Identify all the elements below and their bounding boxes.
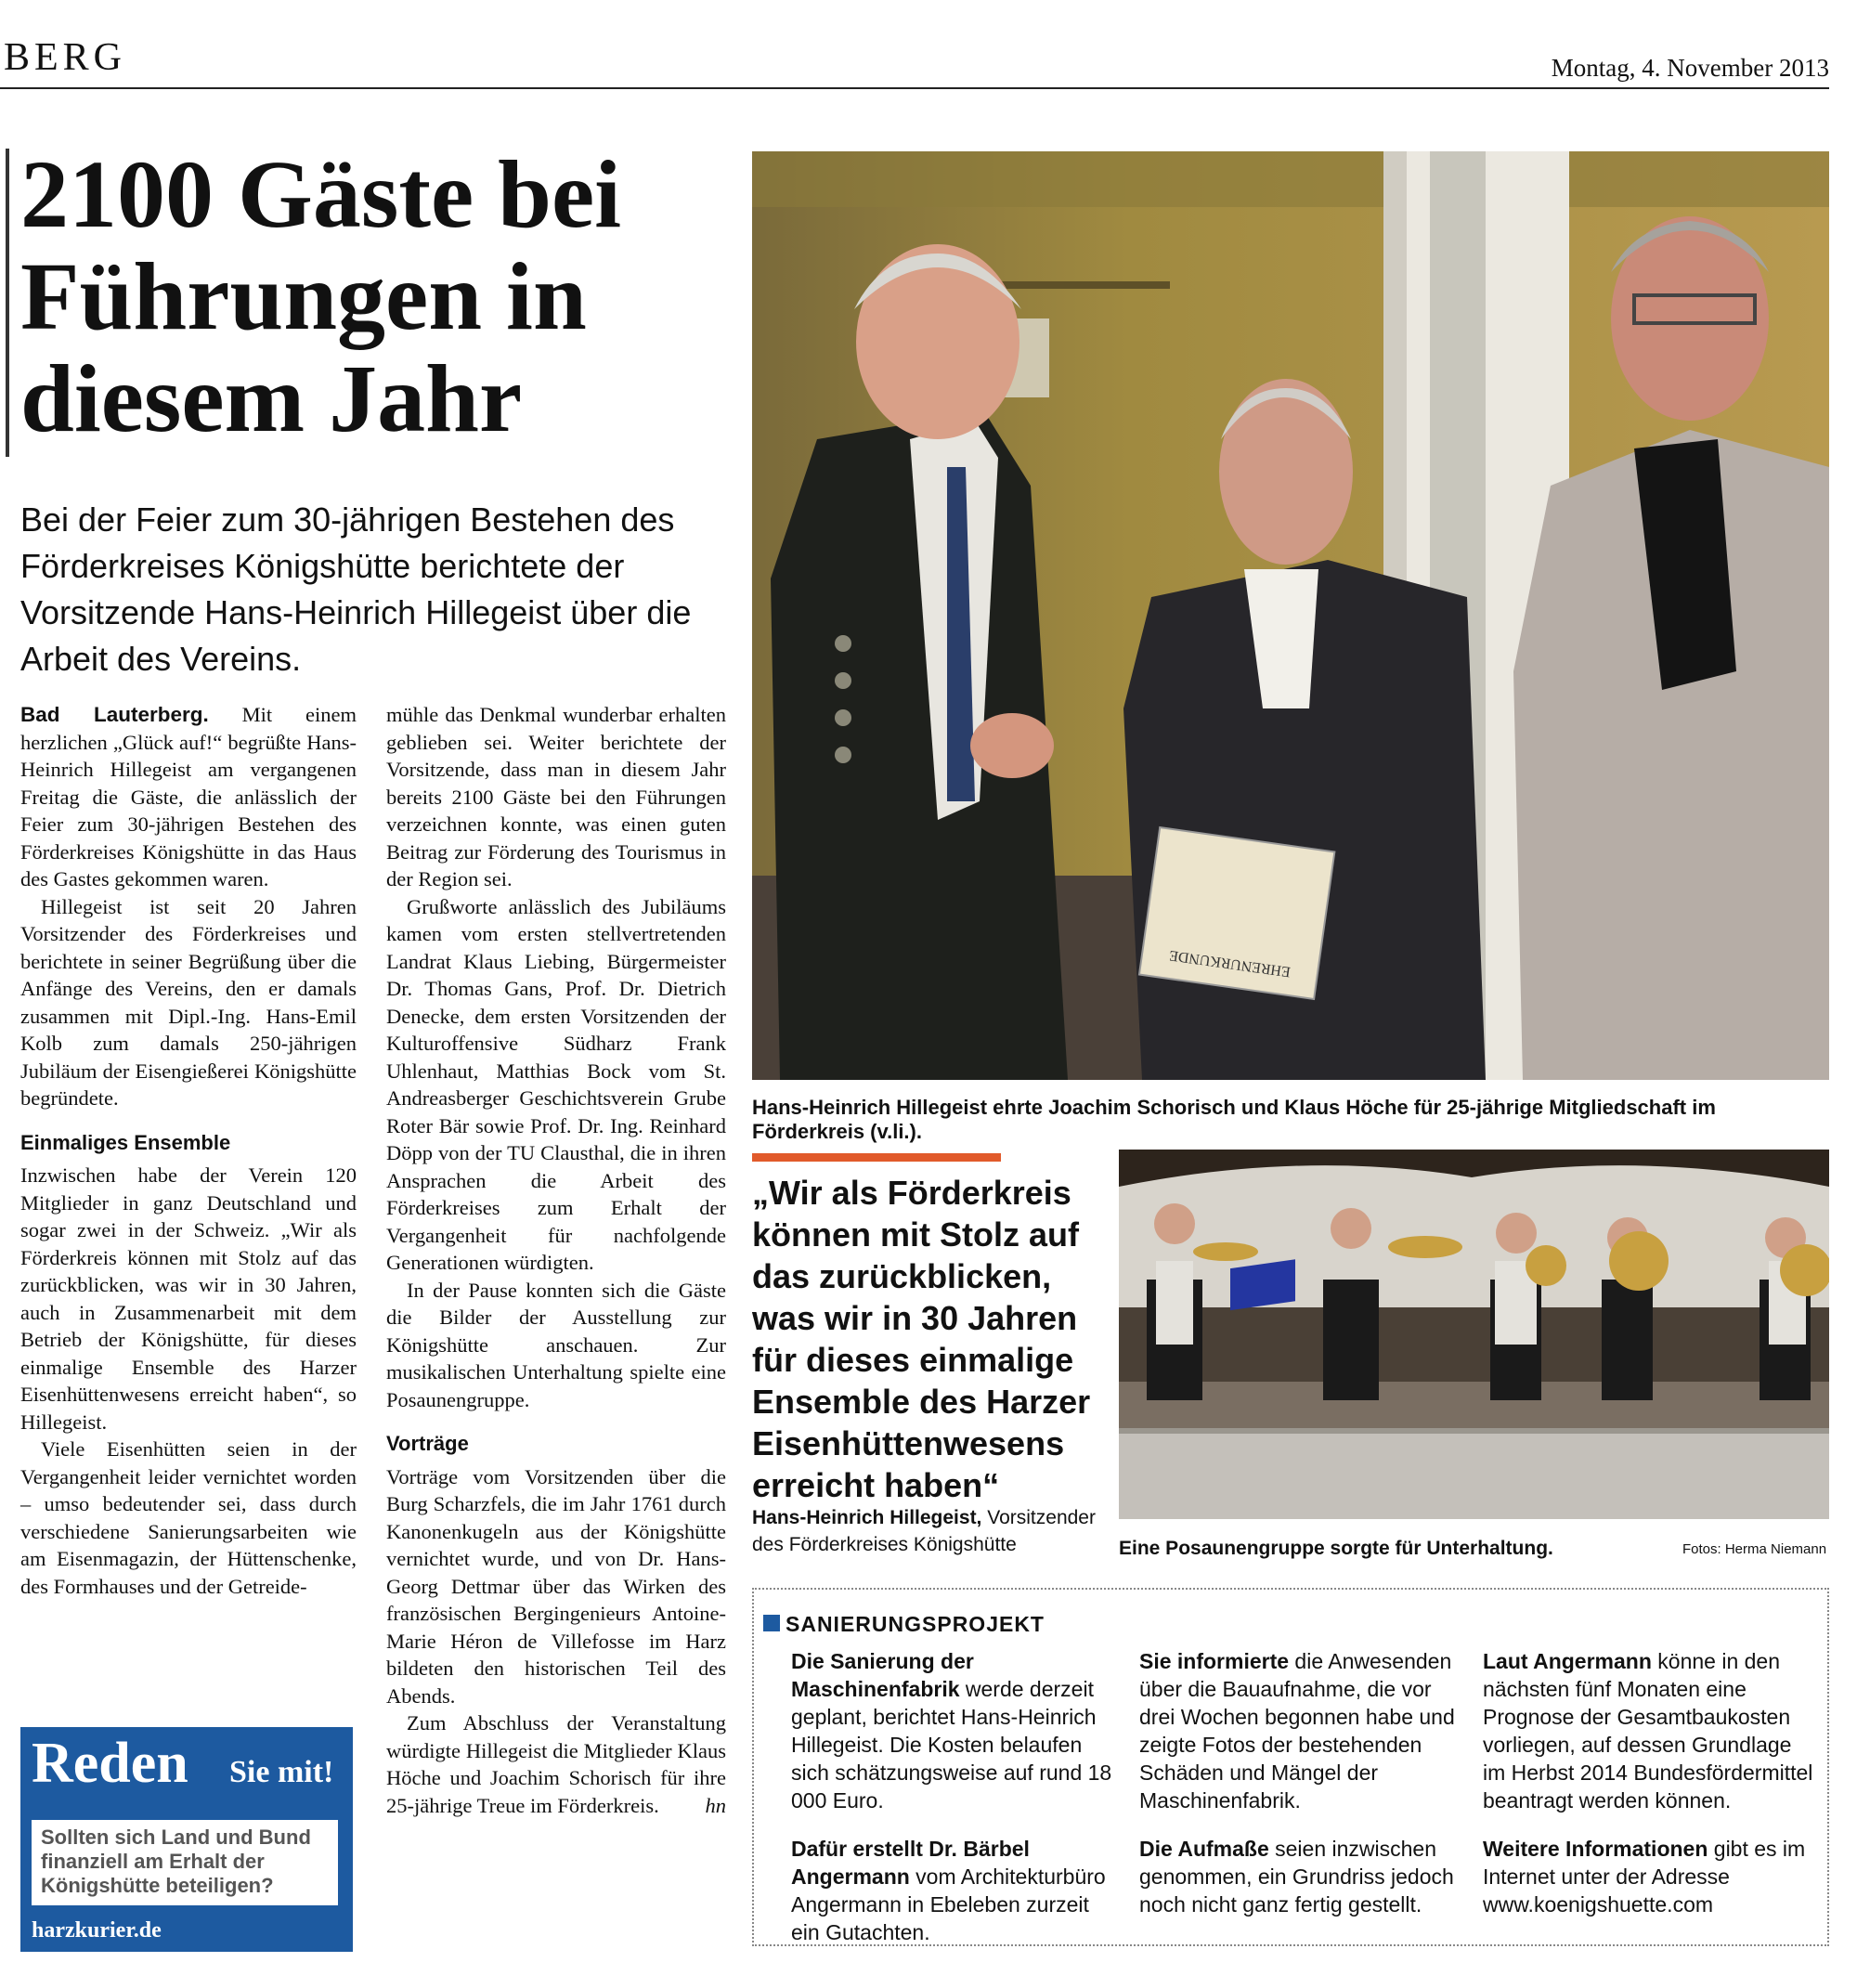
reden-sie-mit-box[interactable] xyxy=(20,1727,353,1952)
section-title: BERG xyxy=(4,36,127,79)
photo-honorees-illustration xyxy=(752,151,1829,1080)
issue-date: Montag, 4. November 2013 xyxy=(1551,54,1829,82)
sanierungsprojekt-box xyxy=(752,1588,1829,1946)
subheadline: Bei der Feier zum 30-jährigen Bestehen des Förderkreises Königshütte berichtete der Vorsitzende Hans-Heinrich Hillegeist über die Arbeit des Vereins. xyxy=(20,500,692,678)
article-paragraph: Inzwischen habe der Verein 120 Mitglieder in ganz Deutschland und sogar zwei in der Schweiz. „Wir als Förderkreis können mit Stolz auf das zurückblicken, was wir in 30 Jahren, auch in Zusammenarbeit mit dem Betrieb der Königshütte, für dieses einmalige Ensemble des Harzer Eisenhüttenwesens erreicht haben“, so Hillegeist. xyxy=(20,1163,357,1434)
box-paragraph xyxy=(1483,1835,1817,1918)
article-paragraph: Viele Eisenhütten seien in der Vergangenheit leider vernichtet worden – umso bedeutender sei, dass durch verschiedene Sanierungsarbeiten wie am Eisenmagazin, der Hüttenschenke, des Formhauses und der Getreide- xyxy=(20,1437,357,1598)
box-paragraph xyxy=(791,1835,1116,1946)
author-initials: hn xyxy=(705,1793,726,1817)
article-column-2 xyxy=(386,701,726,1819)
box-lead: Sie informierte xyxy=(1139,1649,1290,1673)
reden-link[interactable]: harzkurier.de xyxy=(32,1918,162,1943)
certificate-label: EHRENURKUNDE xyxy=(1168,946,1292,981)
article-subhead: Einmaliges Ensemble xyxy=(20,1130,231,1154)
box-paragraph xyxy=(1139,1647,1464,1814)
reden-subtitle: Sie mit! xyxy=(229,1755,334,1789)
box-title: SANIERUNGSPROJEKT xyxy=(786,1612,1045,1636)
box-text: seien inzwischen genommen, ein Grundriss jedoch noch nicht ganz fertig gestellt. xyxy=(1139,1837,1454,1917)
photo2-caption: Eine Posaunengruppe sorgte für Unterhaltung. xyxy=(1119,1538,1553,1559)
article-paragraph xyxy=(20,701,357,893)
box-paragraph xyxy=(1483,1647,1817,1814)
dateline: Bad Lauterberg. xyxy=(20,703,209,726)
quote-role: Vorsitzender des Förderkreises Königshütte xyxy=(752,1507,1096,1555)
article-paragraph: mühle das Denkmal wunderbar erhalten geblieben sei. Weiter berichtete der Vorsitzende, dass man in diesem Jahr bereits 2100 Gäste bei den Führungen verzeichnen konnte, was einen guten Beitrag zur Förderung des Tourismus in der Region sei. xyxy=(386,703,726,890)
quote-source xyxy=(752,1504,1096,1558)
box-text[interactable]: gibt es im Internet unter der Adresse www.koenigshuette.com xyxy=(1483,1837,1806,1917)
box-lead: Laut Angermann xyxy=(1483,1649,1652,1673)
article-column-1 xyxy=(20,701,357,1600)
article-paragraph: Grußworte anlässlich des Jubiläums kamen vom ersten stellvertretenden Landrat Klaus Liebing, Bürgermeister Dr. Thomas Gans, Prof. Dr. Dietrich Denecke, dem ersten Vorsitzenden der Kulturoffensive Südharz Frank Uhlenhaut, Matthias Bock vom St. Andreasberger Geschichtsverein Grube Roter Bär sowie Prof. Dr. Ing. Reinhard Döpp von der TU Clausthal, die in ihren Ansprachen die Arbeit des Förderkreises zum Erhalt der Vergangenheit für nachfolgende Generationen würdigten. xyxy=(386,894,726,1274)
quote-accent-bar xyxy=(752,1153,1001,1162)
reden-question: Sollten sich Land und Bund finanziell am Erhalt der Königshütte beteiligen? xyxy=(32,1820,338,1905)
box-column-1 xyxy=(791,1647,1116,1967)
box-column-3 xyxy=(1483,1647,1817,1939)
pull-quote: „Wir als Förderkreis können mit Stolz auf das zurückblicken, was wir in 30 Jahren für dieses einmalige Ensemble des Harzer Eisenhüttenwesens erreicht haben“ xyxy=(752,1174,1091,1504)
photo-credit: Fotos: Herma Niemann xyxy=(1682,1541,1827,1557)
headline: 2100 Gäste bei Führungen in diesem Jahr xyxy=(20,141,622,452)
box-text: die Anwesenden über die Bauaufnahme, die vor drei Wochen begonnen habe und zeigte Fotos der bestehenden Schäden und Mängel der Maschinenfabrik. xyxy=(1139,1649,1455,1813)
headline-bar xyxy=(6,149,9,457)
article-paragraph: In der Pause konnten sich die Gäste die Bilder der Ausstellung zur Königshütte anschauen. Zur musikalischen Unterhaltung spielte eine Posaunengruppe. xyxy=(386,1278,726,1411)
article-subhead: Vorträge xyxy=(386,1432,469,1455)
article-paragraph: Vorträge vom Vorsitzenden über die Burg Scharzfels, die im Jahr 1761 durch Kanonenkugeln aus der Königshütte vernichtet wurde, und von Dr. Hans-Georg Dettmar über das Wirken des französischen Bergingenieurs Antoine-Marie Héron de Villefosse im Harz bildeten den historischen Teil des Abends. xyxy=(386,1464,726,1708)
article-paragraph xyxy=(386,1709,726,1819)
box-paragraph xyxy=(1139,1835,1464,1918)
paragraph-text: Zum Abschluss der Veranstaltung würdigte Hillegeist die Mitglieder Klaus Höche und Joachim Schorisch für ihre 25-jährige Treue im Förderkreis. xyxy=(386,1711,726,1817)
box-lead: Weitere Informationen xyxy=(1483,1837,1708,1861)
paragraph-text: Mit einem herzlichen „Glück auf!“ begrüßte Hans-Heinrich Hillegeist am vergangenen Freitag die Gäste, die anlässlich der Feier zum 30-jährigen Bestehen des Förderkreises Königshütte in das Haus des Gastes gekommen waren. xyxy=(20,703,357,890)
box-text: vom Architekturbüro Angermann in Ebeleben zurzeit ein Gutachten. xyxy=(791,1865,1106,1944)
box-text: könne in den nächsten fünf Monaten eine Prognose der Gesamtbaukosten vorliegen, auf dessen Grundlage im Herbst 2014 Bundesfördermittel beantragt werden können. xyxy=(1483,1649,1813,1813)
photo-brass-group xyxy=(1119,1150,1829,1519)
box-lead: Die Aufmaße xyxy=(1139,1837,1269,1861)
box-paragraph xyxy=(791,1647,1116,1814)
photo1-caption: Hans-Heinrich Hillegeist ehrte Joachim Schorisch und Klaus Höche für 25-jährige Mitgliedschaft im Förderkreis (v.li.). xyxy=(752,1096,1716,1143)
box-lead: Die Sanierung der Maschinenfabrik xyxy=(791,1649,974,1701)
box-marker-square xyxy=(763,1615,780,1631)
article-paragraph: Hillegeist ist seit 20 Jahren Vorsitzender des Förderkreises und berichtete in seiner Begrüßung über die Anfänge des Vereins, den er damals zusammen mit Dipl.-Ing. Hans-Emil Kolb zum damals 250-jährigen Jubiläum der Eisengießerei Königshütte begründete. xyxy=(20,894,357,1110)
photo-honorees xyxy=(752,151,1829,1080)
box-column-2 xyxy=(1139,1647,1464,1939)
box-lead: Dafür erstellt Dr. Bärbel Angermann xyxy=(791,1837,1030,1889)
header-rule xyxy=(0,87,1829,89)
photo-brass-illustration xyxy=(1119,1150,1829,1519)
reden-title: Reden xyxy=(32,1732,188,1795)
quote-name: Hans-Heinrich Hillegeist, xyxy=(752,1507,982,1528)
box-text: werde derzeit geplant, berichtet Hans-Heinrich Hillegeist. Die Kosten belaufen sich schätzungsweise auf rund 18 000 Euro. xyxy=(791,1677,1112,1813)
